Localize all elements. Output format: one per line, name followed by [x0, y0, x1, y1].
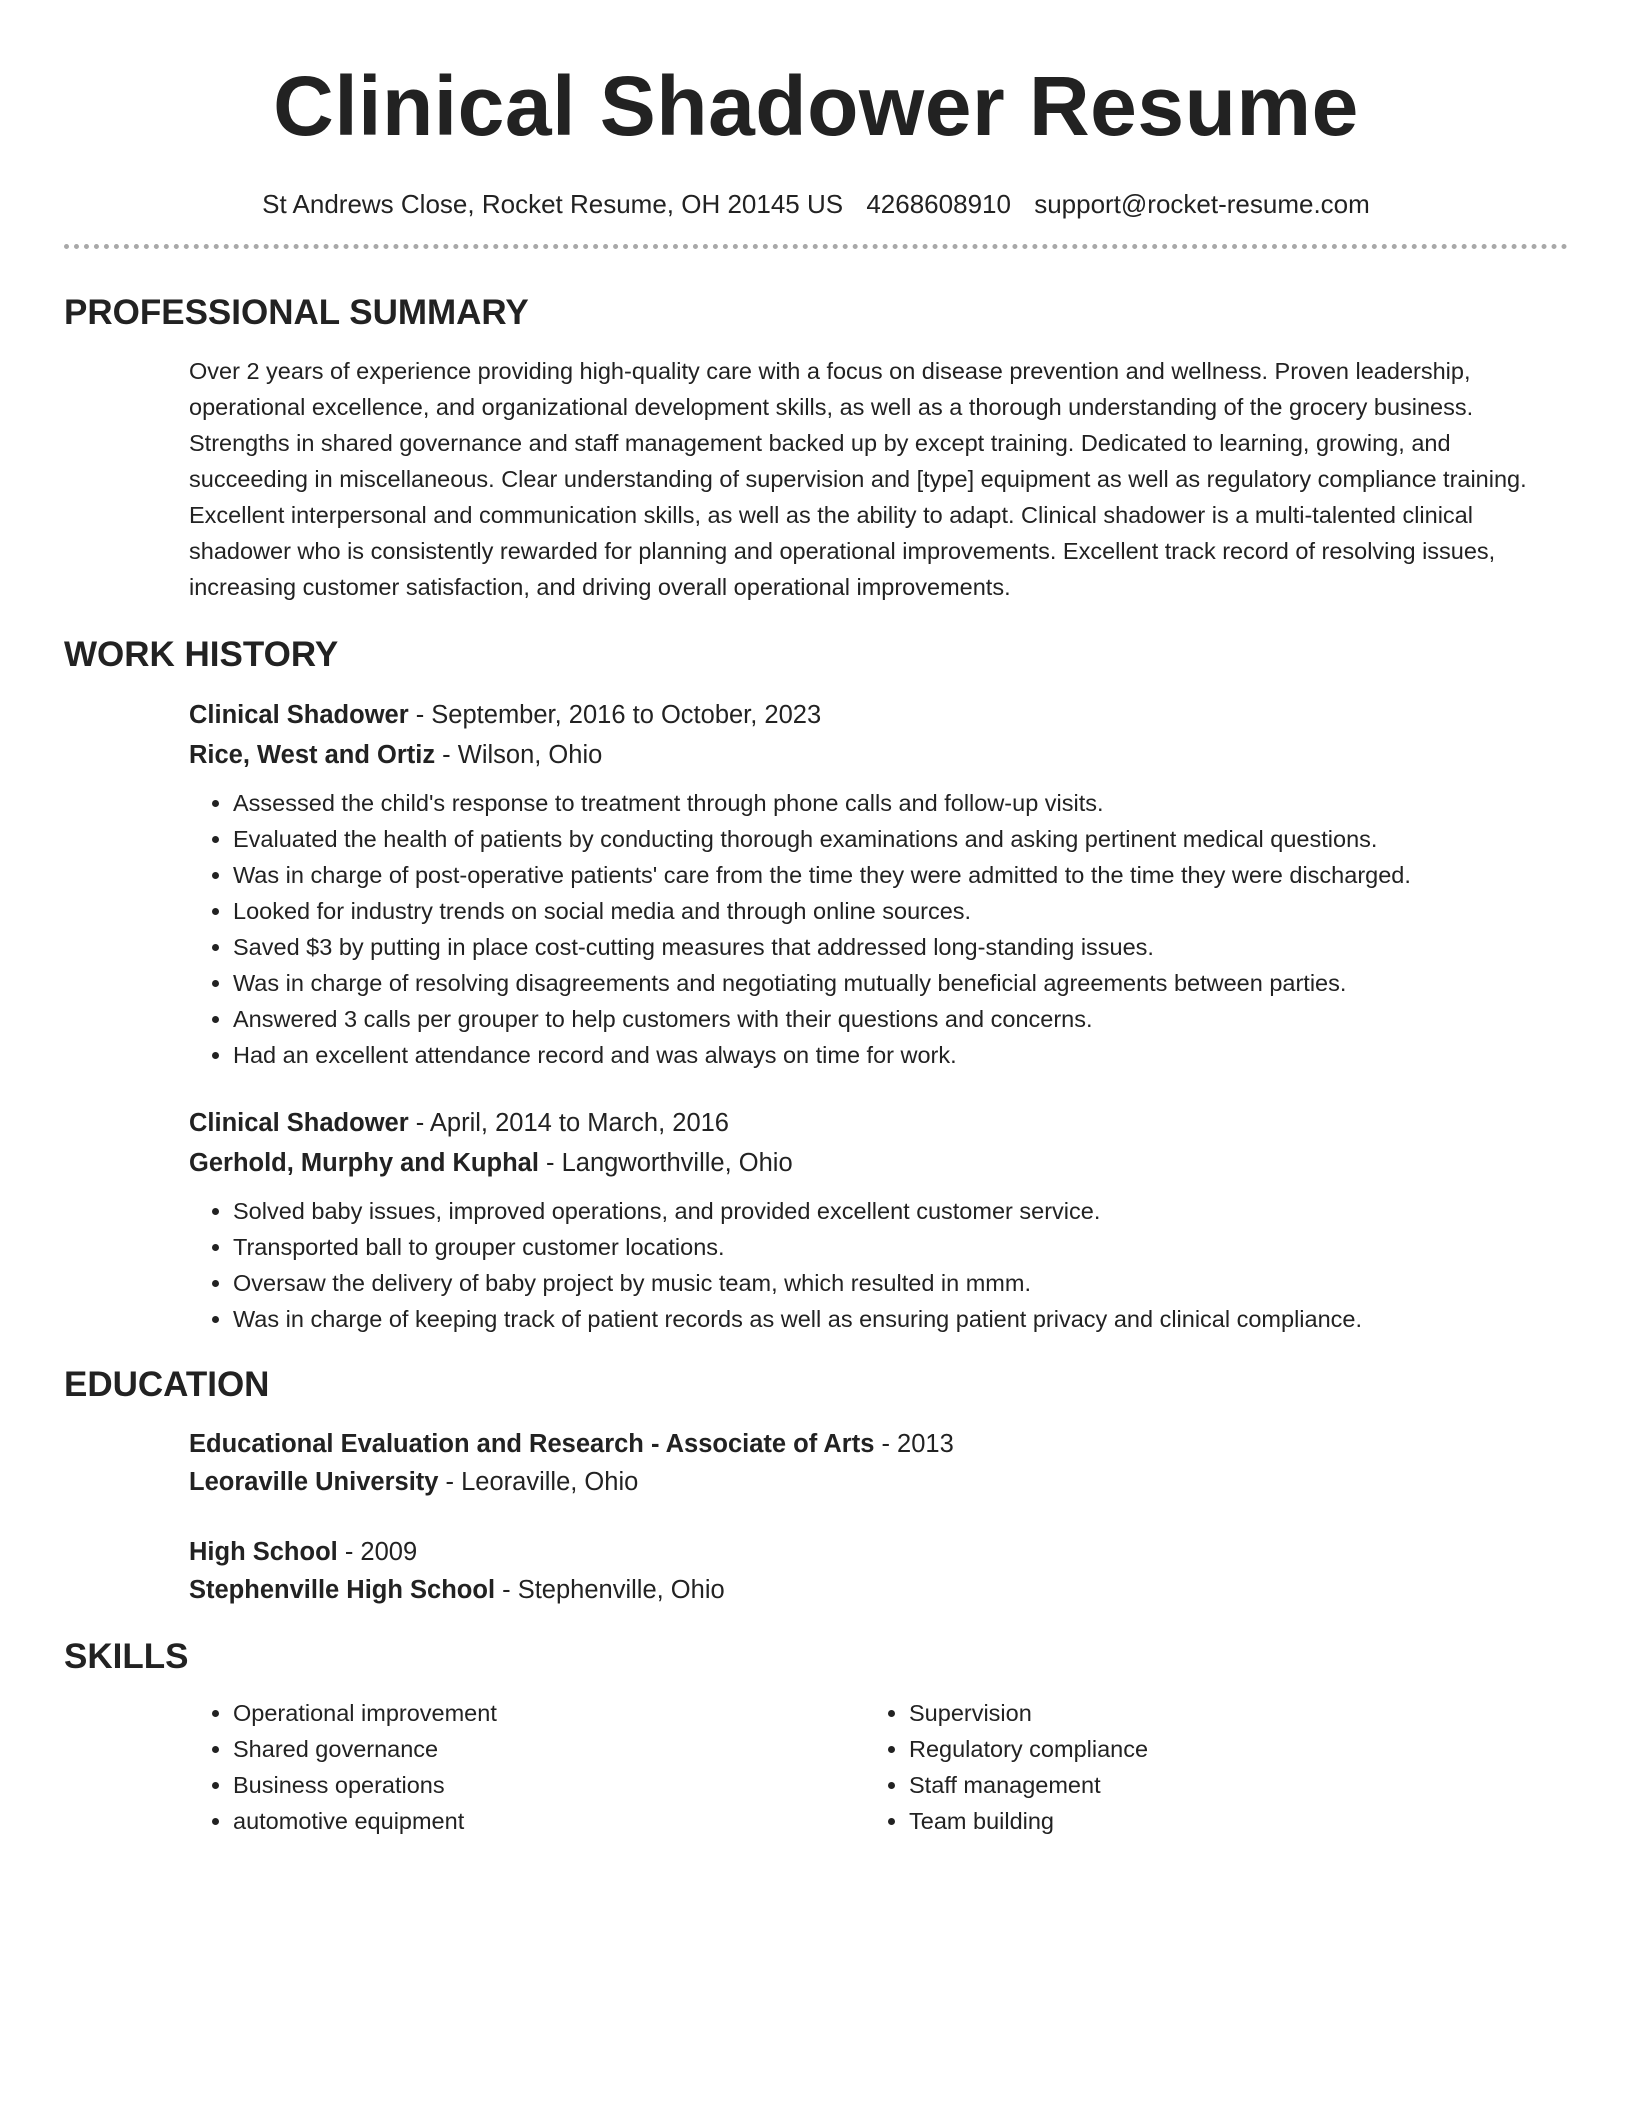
job-company: Gerhold, Murphy and Kuphal: [189, 1149, 539, 1177]
education-location: - Stephenville, Ohio: [495, 1576, 725, 1604]
skill-item: • Regulatory compliance: [909, 1731, 1541, 1767]
education-school: Leoraville University: [189, 1468, 439, 1496]
skill-item: • automotive equipment: [233, 1803, 865, 1839]
skills-column-left: [189, 1695, 865, 1839]
job-dates: - April, 2014 to March, 2016: [408, 1109, 729, 1137]
education-heading: EDUCATION: [64, 1365, 270, 1404]
job-bullets: [189, 785, 1568, 1073]
summary-heading: PROFESSIONAL SUMMARY: [64, 293, 529, 332]
skill-item: • Staff management: [909, 1767, 1541, 1803]
skills-column-right: [865, 1695, 1541, 1839]
contact-phone: 4268608910: [866, 189, 1011, 219]
job-entry: [189, 1103, 1568, 1337]
skill-item: • Operational improvement: [233, 1695, 865, 1731]
job-bullet: • Oversaw the delivery of baby project by music team, which resulted in mmm.: [233, 1265, 1568, 1301]
job-bullets: [189, 1193, 1568, 1337]
job-bullet: • Evaluated the health of patients by conducting thorough examinations and asking pertinent medical questions.: [233, 821, 1568, 857]
job-company: Rice, West and Ortiz: [189, 741, 436, 769]
job-bullet: • Answered 3 calls per grouper to help customers with their questions and concerns.: [233, 1001, 1568, 1037]
education-degree-line: [189, 1425, 1568, 1463]
education-year: - 2013: [874, 1430, 954, 1458]
job-bullet: • Solved baby issues, improved operations, and provided excellent customer service.: [233, 1193, 1568, 1229]
job-bullet: • Transported ball to grouper customer locations.: [233, 1229, 1568, 1265]
job-bullet: • Assessed the child's response to treatment through phone calls and follow-up visits.: [233, 785, 1568, 821]
education-location: - Leoraville, Ohio: [438, 1468, 639, 1496]
education-section: [189, 1425, 1568, 1609]
skills-section: [189, 1695, 1568, 1839]
education-year: - 2009: [337, 1538, 418, 1566]
job-title-line: [189, 695, 1568, 735]
skill-item: • Shared governance: [233, 1731, 865, 1767]
job-company-line: [189, 1143, 1568, 1183]
skill-item: • Team building: [909, 1803, 1541, 1839]
job-bullet: • Was in charge of resolving disagreements and negotiating mutually beneficial agreements between parties.: [233, 965, 1568, 1001]
education-school-line: [189, 1463, 1568, 1501]
skills-heading: SKILLS: [64, 1637, 189, 1676]
job-location: - Wilson, Ohio: [435, 741, 603, 769]
contact-address: St Andrews Close, Rocket Resume, OH 20145 US: [262, 189, 844, 219]
job-bullet: • Looked for industry trends on social media and through online sources.: [233, 893, 1568, 929]
education-degree: Educational Evaluation and Research - Associate of Arts: [189, 1430, 875, 1458]
job-title-line: [189, 1103, 1568, 1143]
education-degree: High School: [189, 1538, 338, 1566]
job-bullet: • Was in charge of keeping track of patient records as well as ensuring patient privacy and clinical compliance.: [233, 1301, 1568, 1337]
skill-item: • Supervision: [909, 1695, 1541, 1731]
contact-email: support@rocket-resume.com: [1034, 189, 1370, 219]
education-entry: [189, 1533, 1568, 1609]
resume-title: Clinical Shadower Resume: [273, 59, 1359, 153]
education-entry: [189, 1425, 1568, 1501]
job-bullet: • Had an excellent attendance record and was always on time for work.: [233, 1037, 1568, 1073]
skill-item: • Business operations: [233, 1767, 865, 1803]
education-school: Stephenville High School: [189, 1576, 496, 1604]
contact-line: [64, 186, 1568, 222]
skills-grid: [189, 1695, 1568, 1839]
work-history-heading: WORK HISTORY: [64, 635, 339, 674]
job-company-line: [189, 735, 1568, 775]
header-divider: [64, 244, 1568, 249]
summary-text: Over 2 years of experience providing high-quality care with a focus on disease prevention and wellness. Proven leadership, operational excellence, and organizational development skills, as well as a thorough understanding of the grocery business. Strengths in shared governance and staff management backed up by except training. Dedicated to learning, growing, and succeeding in miscellaneous. Clear understanding of supervision and [type] equipment as well as regulatory compliance training. Excellent interpersonal and communication skills, as well as the ability to adapt. Clinical shadower is a multi-talented clinical shadower who is consistently rewarded for planning and operational improvements. Excellent track record of resolving issues, increasing customer satisfaction, and driving overall operational improvements.: [189, 358, 1527, 600]
education-school-line: [189, 1571, 1568, 1609]
job-bullet: • Was in charge of post-operative patients' care from the time they were admitted to the time they were discharged.: [233, 857, 1568, 893]
education-degree-line: [189, 1533, 1568, 1571]
summary-section: [189, 353, 1568, 605]
job-entry: [189, 695, 1568, 1073]
job-bullet: • Saved $3 by putting in place cost-cutting measures that addressed long-standing issues.: [233, 929, 1568, 965]
job-title: Clinical Shadower: [189, 701, 409, 729]
job-title: Clinical Shadower: [189, 1109, 409, 1137]
job-location: - Langworthville, Ohio: [538, 1149, 793, 1177]
job-dates: - September, 2016 to October, 2023: [408, 701, 822, 729]
work-history-section: [189, 695, 1568, 1337]
